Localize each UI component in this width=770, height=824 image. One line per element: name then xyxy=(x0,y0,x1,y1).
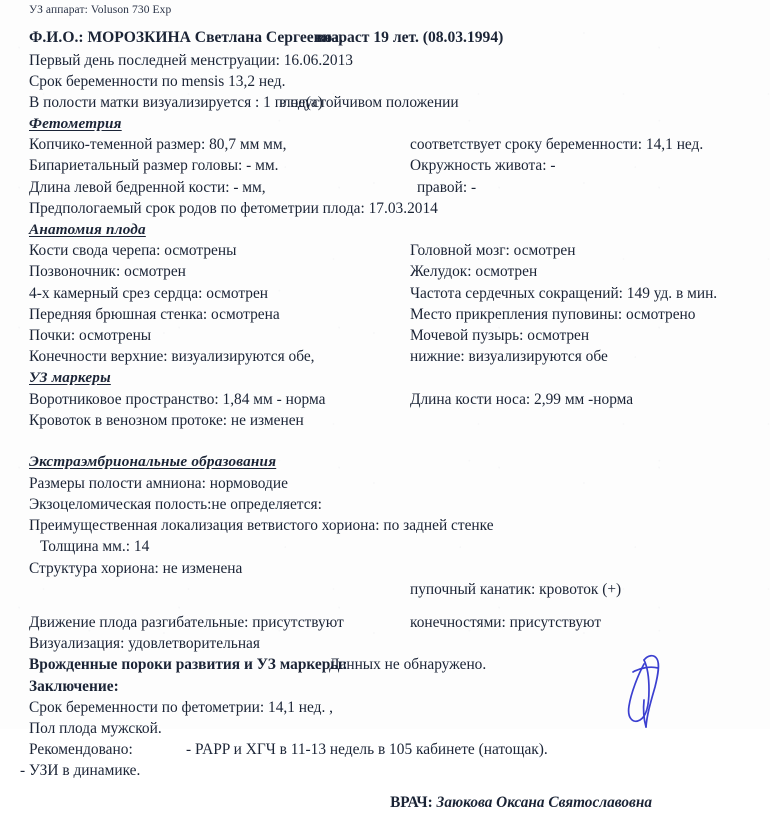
chorion-thickness: Толщина мм.: 14 xyxy=(40,538,150,556)
estimated-due-date: Предпологаемый срок родов по фетометрии плода: 17.03.2014 xyxy=(29,199,438,217)
conclusion-gestation-row xyxy=(29,697,760,718)
umbilical-cord-flow: пупочный канатик: кровоток (+) xyxy=(410,580,622,598)
spacer-before-signature xyxy=(29,782,760,794)
gestation-by-fetometry: Срок беременности по фетометрии: 14,1 нед. , xyxy=(29,698,334,716)
anatomy-row-4 xyxy=(29,325,760,346)
anatomy-row-1 xyxy=(29,261,760,282)
last-menstruation-row xyxy=(29,50,760,71)
umbilical-cord-row xyxy=(29,579,760,600)
spine: Позвоночник: осмотрен xyxy=(29,263,186,281)
markers-row-1 xyxy=(29,410,760,431)
chorion-localization-row xyxy=(29,515,760,536)
markers-heading: УЗ маркеры xyxy=(29,369,111,387)
abdominal-circumference: Окружность живота: - xyxy=(410,157,556,175)
uterus-cavity-row xyxy=(29,92,760,113)
chorion-structure: Структура хориона: не изменена xyxy=(29,559,243,577)
patient-fio-label: Ф.И.О.: МОРОЗКИНА Светлана Сергеевна, xyxy=(29,29,343,46)
gestation-mensis-row xyxy=(29,71,760,92)
extraembryonic-heading: Экстраэмбриональные образования xyxy=(29,452,277,470)
fetal-movement-limbs: конечностями: присутствуют xyxy=(410,614,602,631)
markers-row-0 xyxy=(29,389,760,410)
chorion-structure-row xyxy=(29,558,760,579)
doctor-signature-block xyxy=(390,794,652,812)
doctor-label: ВРАЧ: xyxy=(390,793,433,811)
fetometry-row-2 xyxy=(29,177,760,198)
fetometry-row-0 xyxy=(29,134,760,155)
upper-limbs: Конечности верхние: визуализируются обе, xyxy=(29,348,315,366)
report-body xyxy=(20,27,760,824)
uterus-cavity-text: В полости матки визуализируется : 1 плод(а) xyxy=(29,93,323,111)
patient-age: возраст 19 лет. (08.03.1994) xyxy=(316,29,504,46)
four-chamber-heart-view: 4-х камерный срез сердца: осмотрен xyxy=(29,284,269,302)
anatomy-heading-row xyxy=(29,219,760,240)
fetometry-heading: Фетометрия xyxy=(29,115,122,133)
extraembryonic-heading-row xyxy=(29,451,760,473)
stomach: Желудок: осмотрен xyxy=(410,263,538,281)
fetometry-heading-row xyxy=(29,113,760,134)
bladder: Мочевой пузырь: осмотрен xyxy=(410,326,590,344)
chorion-localization: Преимущественная локализация ветвистого хориона: по задней стенке xyxy=(29,517,494,535)
anatomy-row-3 xyxy=(29,304,760,325)
recommended-followup: - УЗИ в динамике. xyxy=(20,762,141,780)
gestation-correspondence: соответствует сроку беременности: 14,1 нед. xyxy=(410,136,704,154)
doctor-name: Заюкова Оксана Святославовна xyxy=(436,793,652,811)
conclusion-heading-row xyxy=(29,676,760,697)
skull-bones: Кости свода черепа: осмотрены xyxy=(29,242,237,260)
fetal-movement-row xyxy=(29,612,760,633)
fetal-sex: Пол плода мужской. xyxy=(29,719,162,737)
recommended-second-row xyxy=(20,760,760,781)
visualization-quality: Визуализация: удовлетворительная xyxy=(29,635,260,653)
recommended-row xyxy=(29,739,760,760)
kidneys: Почки: осмотрены xyxy=(29,326,152,344)
defects-row xyxy=(29,654,760,675)
amniotic-cavity-size: Размеры полости амниона: нормоводие xyxy=(29,474,288,492)
recommended-label: Рекомендовано: xyxy=(29,741,133,759)
defects-label: Врожденные пороки развития и УЗ маркеры: xyxy=(29,656,348,674)
ultrasound-device-line: УЗ аппарат: Voluson 730 Exp xyxy=(29,4,172,16)
biparietal-diameter: Бипариетальный размер головы: - мм. xyxy=(29,157,279,175)
last-menstruation-text: Первый день последней менструации: 16.06.2013 xyxy=(29,51,353,69)
umbilical-insertion-site: Место прикрепления пуповины: осмотрено xyxy=(410,305,696,323)
markers-heading-row xyxy=(29,367,760,388)
exocoelomic-row xyxy=(29,494,760,515)
nasal-bone-length: Длина кости носа: 2,99 мм -норма xyxy=(410,390,634,408)
signature-row xyxy=(29,794,760,824)
defects-value: Данных не обнаружено. xyxy=(329,656,487,674)
patient-name-row xyxy=(29,27,760,50)
fetus-position-text: в неустойчивом положении xyxy=(279,93,459,111)
left-femur-length: Длина левой бедренной кости: - мм, xyxy=(29,178,266,196)
anatomy-heading: Анатомия плода xyxy=(29,221,146,238)
anterior-abdominal-wall: Передняя брюшная стенка: осмотрена xyxy=(29,305,280,323)
lower-limbs: нижние: визуализируются обе xyxy=(410,348,608,366)
visualization-row xyxy=(29,633,760,654)
due-date-row xyxy=(29,198,760,219)
conclusion-heading: Заключение: xyxy=(29,677,119,695)
heart-rate: Частота сердечных сокращений: 149 уд. в мин. xyxy=(410,284,718,302)
brain: Головной мозг: осмотрен xyxy=(410,242,576,260)
ductus-venosus-flow: Кровоток в венозном протоке: не изменен xyxy=(29,411,304,429)
anatomy-row-2 xyxy=(29,283,760,304)
exocoelomic-cavity: Экзоцеломическая полость:не определяется: xyxy=(29,496,322,514)
chorion-thickness-row xyxy=(29,536,760,557)
spacer-before-extraembryonic xyxy=(29,431,760,451)
amnion-row xyxy=(29,473,760,494)
spacer-before-movement xyxy=(29,600,760,612)
fetometry-row-1 xyxy=(29,155,760,176)
anatomy-row-5 xyxy=(29,346,760,367)
nuchal-translucency: Воротниковое пространство: 1,84 мм - норма xyxy=(29,390,326,408)
gestation-mensis-text: Срок беременности по mensis 13,2 нед. xyxy=(29,72,286,90)
recommended-value: - PAPP и ХГЧ в 11-13 недель в 105 кабинете (натощак). xyxy=(186,741,548,759)
right-femur-length: правой: - xyxy=(417,178,477,196)
fetal-movement-extension: Движение плода разгибательные: присутствуют xyxy=(29,614,344,631)
crown-rump-length: Копчико-теменной размер: 80,7 мм мм, xyxy=(29,136,287,154)
anatomy-row-0 xyxy=(29,240,760,261)
